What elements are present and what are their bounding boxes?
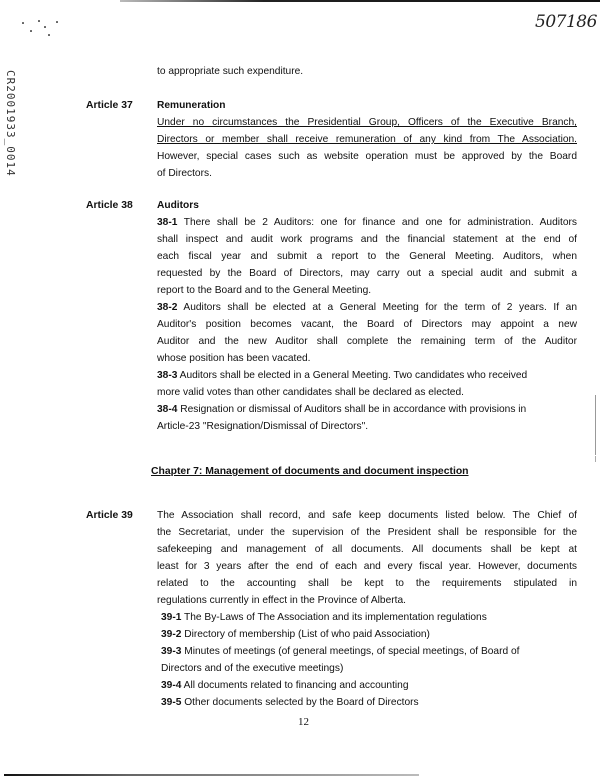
clause-38-1-line: requested by the Board of Directors, may carry out a special audit and submit a <box>157 268 577 279</box>
article-39-line: safekeeping and management of all documents. All documents shall be kept at <box>157 544 577 555</box>
article-37-line: Under no circumstances the Presidential Group, Officers of the Executive Branch, <box>157 117 577 128</box>
clause-number: 38-4 <box>157 404 178 415</box>
clause-38-4-line: 38-4 Resignation or dismissal of Auditors shall be in accordance with provisions in <box>157 404 527 415</box>
article-38-label: Article 38 <box>86 200 133 211</box>
item-number: 39-1 <box>161 612 182 623</box>
continuation-text: to appropriate such expenditure. <box>157 66 304 77</box>
item-number: 39-3 <box>161 646 182 657</box>
item-39-5: 39-5 Other documents selected by the Board of Directors <box>161 697 419 708</box>
article-39-line: The Association shall record, and safe keep documents listed below. The Chief of <box>157 510 577 521</box>
article-39-line: related to the accounting shall be kept to the requirements stipulated in <box>157 578 577 589</box>
handwritten-document-id: 507186 <box>535 12 597 32</box>
clause-38-1-line: 38-1 There shall be 2 Auditors: one for finance and one for administration. Auditors <box>157 217 577 228</box>
article-37-title: Remuneration <box>157 100 226 111</box>
clause-38-2-line: Auditor's position becomes vacant, the Board of Directors may appoint a new <box>157 319 577 330</box>
clause-38-1-line: shall inspect and audit work programs and the financial statement at the end of <box>157 234 577 245</box>
item-number: 39-4 <box>161 680 182 691</box>
page-number: 12 <box>298 716 309 728</box>
article-39-line: least for 3 years after the end of each and every fiscal year. However, documents <box>157 561 577 572</box>
clause-38-1-line: each fiscal year and submit a report to the General Meeting. Auditors, when <box>157 251 577 262</box>
article-39-line: the Secretariat, under the supervision of the President shall be responsible for the <box>157 527 577 538</box>
item-39-3: 39-3 Minutes of meetings (of general meetings, of special meetings, of Board of <box>161 646 520 657</box>
clause-38-4-line: Article-23 "Resignation/Dismissal of Directors". <box>157 421 369 432</box>
clause-38-2-line: Auditor and the new Auditor shall complete the remaining term of the Auditor <box>157 336 577 347</box>
item-39-4: 39-4 All documents related to financing and accounting <box>161 680 409 691</box>
item-39-3-cont: Directors and of the executive meetings) <box>161 663 344 674</box>
clause-38-1-line: report to the Board and to the General Meeting. <box>157 285 372 296</box>
clause-number: 38-1 <box>157 217 178 228</box>
item-number: 39-2 <box>161 629 182 640</box>
scan-specks <box>18 18 78 48</box>
clause-38-3-line: more valid votes than other candidates shall be declared as elected. <box>157 387 464 398</box>
scan-top-border <box>120 0 600 2</box>
item-39-1: 39-1 The By-Laws of The Association and its implementation regulations <box>161 612 487 623</box>
article-37-line: However, special cases such as website operation must be approved by the Board <box>157 151 577 162</box>
article-37-line: Directors or member shall receive remuneration of any kind from The Association. <box>157 134 577 145</box>
article-39-label: Article 39 <box>86 510 133 521</box>
side-stamp: CR2001933_0014 <box>4 70 17 177</box>
clause-38-3-line: 38-3 Auditors shall be elected in a General Meeting. Two candidates who received <box>157 370 528 381</box>
clause-number: 38-3 <box>157 370 178 381</box>
margin-mark <box>595 456 596 462</box>
chapter-7-heading: Chapter 7: Management of documents and document inspection <box>151 466 469 477</box>
article-38-title: Auditors <box>157 200 199 211</box>
article-37-line: of Directors. <box>157 168 212 179</box>
margin-mark <box>595 395 596 455</box>
clause-38-2-line: 38-2 Auditors shall be elected at a General Meeting for the term of 2 years. If an <box>157 302 577 313</box>
article-37-label: Article 37 <box>86 100 133 111</box>
item-number: 39-5 <box>161 697 182 708</box>
item-39-2: 39-2 Directory of membership (List of who paid Association) <box>161 629 430 640</box>
clause-number: 38-2 <box>157 302 178 313</box>
clause-38-2-line: whose position has been vacated. <box>157 353 311 364</box>
article-39-line: regulations currently in effect in the Province of Alberta. <box>157 595 406 606</box>
